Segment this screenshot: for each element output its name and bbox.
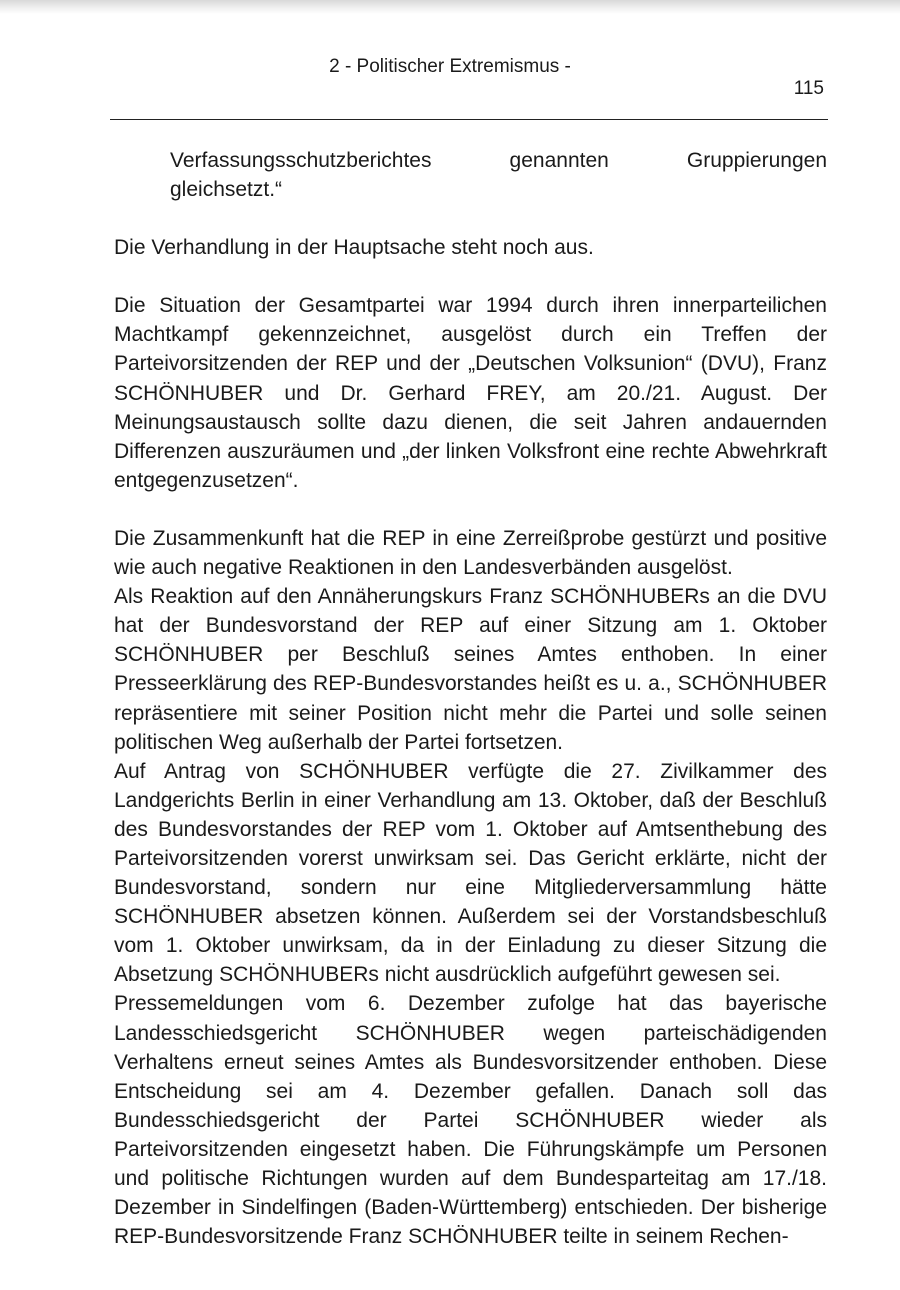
page-number: 115 [793,78,824,99]
quote-continuation [170,146,827,204]
header-rule [110,119,828,120]
paragraph-meeting-consequences: Die Zusammenkunft hat die REP in eine Zerreißprobe gestürzt und positive wie auch negative Reaktionen in den Landesverbänden ausgelöst. [114,526,827,580]
scan-edge [0,0,900,14]
paragraph-gap [114,262,827,291]
paragraph-main-proceedings: Die Verhandlung in der Hauptsache steht noch aus. [114,236,594,260]
paragraph-party-situation: Die Situation der Gesamtpartei war 1994 durch ihren innerparteilichen Machtkampf gekennzeichnet, ausgelöst durch ein Treffen der Parteivorsitzenden der REP und der „Deutschen Volksunion“ (DVU), Franz SCHÖNHUBER und Dr. Gerhard FREY, am 20./21. August. Der Meinungsaustausch sollte dazu dienen, die seit Jahren andauernden Differenzen auszuräumen und „der linken Volksfront eine rechte Abwehrkraft entgegenzusetzen“. [114,294,827,492]
running-header-title: 2 - Politischer Extremismus - [329,56,571,77]
paragraph-arbitration-and-congress: Pressemeldungen vom 6. Dezember zufolge hat das bayerische Landesschiedsgericht SCHÖNHUBER wegen parteischädigenden Verhaltens erneut seines Amtes als Bundesvorsitzender enthoben. Diese Entscheidung sei am 4. Dezember gefallen. Danach soll das Bundesschiedsgericht der Partei SCHÖNHUBER wieder als Parteivorsitzenden eingesetzt haben. Die Führungskämpfe um Personen und politische Richtungen wurden auf dem Bundesparteitag am 17./18. Dezember in Sindelfingen (Baden-Württemberg) entschieden. Der bisherige REP-Bundesvorsitzende Franz SCHÖNHUBER teilte in seinem Rechen- [114,992,827,1249]
paragraph-gap [114,204,827,233]
document-body [114,146,827,1251]
paragraph-board-dismissal: Als Reaktion auf den Annäherungskurs Franz SCHÖNHUBERs an die DVU hat der Bundesvorstand der REP auf einer Sitzung am 1. Oktober SCHÖNHUBER per Beschluß seines Amtes enthoben. In einer Presseerklärung des REP-Bundesvorstandes heißt es u. a., SCHÖNHUBER repräsentiere mit seiner Position nicht mehr die Partei und solle seinen politischen Weg außerhalb der Partei fortsetzen. [114,585,827,754]
quote-line-2: gleichsetzt.“ [170,178,283,202]
quote-line-1: Verfassungsschutzberichtes genannten Gruppierungen [170,149,827,172]
paragraph-court-ruling: Auf Antrag von SCHÖNHUBER verfügte die 27. Zivilkammer des Landgerichts Berlin in einer Verhandlung am 13. Oktober, daß der Beschluß des Bundesvorstandes der REP vom 1. Oktober auf Amtsenthebung des Parteivorsitzenden vorerst unwirksam sei. Das Gericht erklärte, nicht der Bundesvorstand, sondern nur eine Mitgliederversammlung hätte SCHÖNHUBER absetzen können. Außerdem sei der Vorstandsbeschluß vom 1. Oktober unwirksam, da in der Einladung zu dieser Sitzung die Absetzung SCHÖNHUBERs nicht ausdrücklich aufgeführt gewesen sei. [114,759,827,987]
paragraph-gap [114,495,827,524]
